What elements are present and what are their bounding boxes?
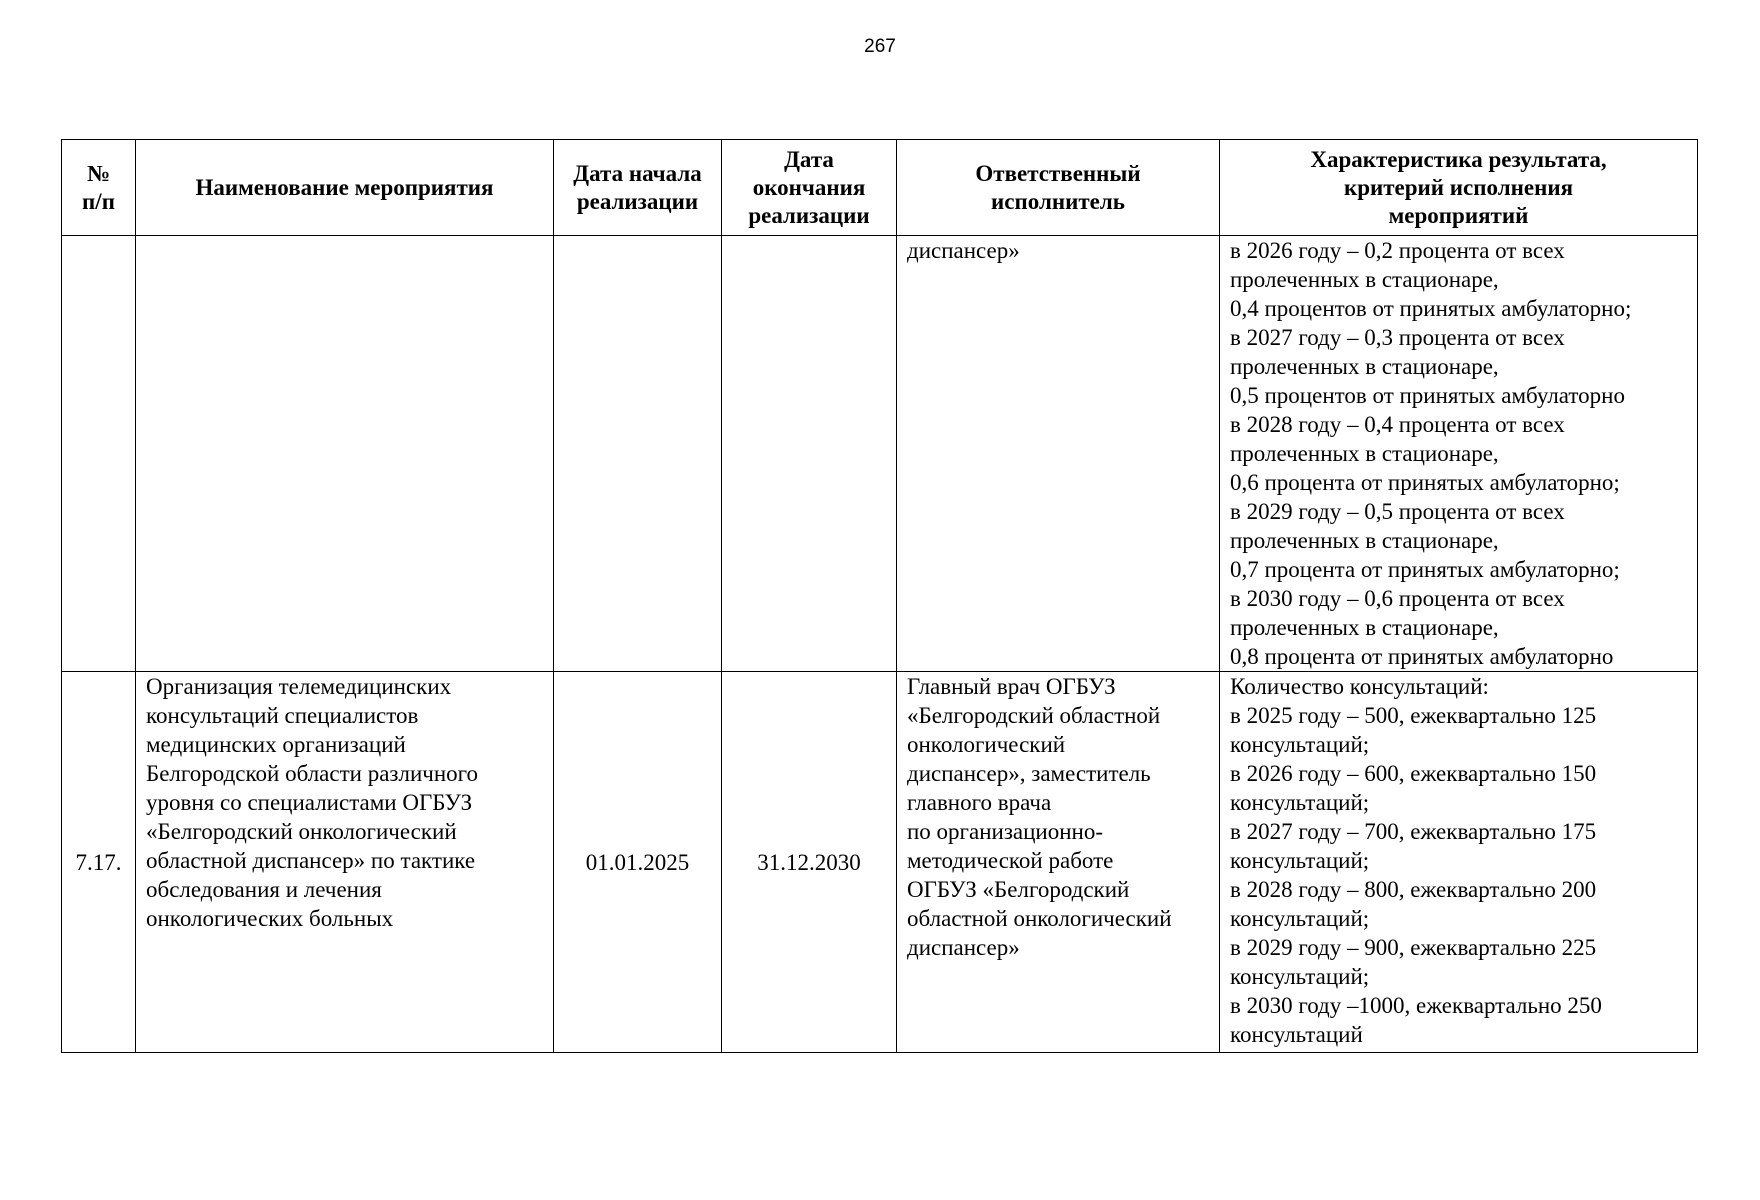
text-line: 0,5 процентов от принятых амбулаторно (1230, 383, 1625, 408)
text-line: уровня со специалистами ОГБУЗ (146, 790, 473, 815)
text-line: «Белгородский областной (907, 703, 1161, 728)
text-line: в 2030 году –1000, ежеквартально 250 (1230, 993, 1602, 1018)
text-line: по организационно- (907, 819, 1104, 844)
text-line: в 2030 году – 0,6 процента от всех (1230, 586, 1565, 611)
text-line: консультаций; (1230, 790, 1370, 815)
cell-responsible (897, 672, 1220, 1053)
text-line: диспансер» (907, 238, 1020, 263)
cell-end-date: 31.12.2030 (722, 672, 897, 1053)
text-line: пролеченных в стационаре, (1230, 267, 1499, 292)
text-line: пролеченных в стационаре, (1230, 528, 1499, 553)
text-line: в 2028 году – 0,4 процента от всех (1230, 412, 1565, 437)
text-line: консультаций специалистов (146, 703, 419, 728)
text-line: онкологических больных (146, 906, 394, 931)
page-number: 267 (864, 36, 896, 57)
text-line: пролеченных в стационаре, (1230, 615, 1499, 640)
text-line: в 2029 году – 900, ежеквартально 225 (1230, 935, 1597, 960)
text-line: п/п (82, 188, 115, 214)
text-line: онкологический (907, 732, 1066, 757)
text-line: Характеристика результата, (1310, 146, 1607, 172)
text-line: консультаций; (1230, 906, 1370, 931)
text-line: консультаций (1230, 1022, 1363, 1047)
text-line: в 2027 году – 700, ежеквартально 175 (1230, 819, 1597, 844)
text-line: в 2027 году – 0,3 процента от всех (1230, 325, 1565, 350)
text-line: в 2026 году – 0,2 процента от всех (1230, 238, 1565, 263)
events-table (61, 139, 1698, 1053)
table-header-row (62, 140, 1698, 236)
text-line: Наименование мероприятия (195, 174, 494, 200)
text-line: 0,6 процента от принятых амбулаторно; (1230, 470, 1620, 495)
text-line: Белгородской области различного (146, 761, 479, 786)
text-line: диспансер», заместитель (907, 761, 1151, 786)
text-line: консультаций; (1230, 964, 1370, 989)
text-line: реализации (576, 188, 699, 214)
text-line: мероприятий (1388, 202, 1529, 228)
text-line: 0,8 процента от принятых амбулаторно (1230, 644, 1614, 669)
text-line: диспансер» (907, 935, 1020, 960)
text-line: пролеченных в стационаре, (1230, 441, 1499, 466)
text-line: пролеченных в стационаре, (1230, 354, 1499, 379)
text-line: в 2029 году – 0,5 процента от всех (1230, 499, 1565, 524)
text-line: Организация телемедицинских (146, 674, 452, 699)
cell-start-date (554, 236, 722, 672)
header-name (136, 140, 554, 236)
cell-result (1220, 672, 1698, 1053)
text-line: окончания (752, 174, 866, 200)
text-line: консультаций; (1230, 732, 1370, 757)
text-line: «Белгородский онкологический (146, 819, 457, 844)
text-line: консультаций; (1230, 848, 1370, 873)
cell-num: 7.17. (62, 672, 136, 1053)
text-line: Количество консультаций: (1230, 674, 1489, 699)
text-line: областной онкологический (907, 906, 1172, 931)
text-line: обследования и лечения (146, 877, 382, 902)
header-num (62, 140, 136, 236)
table-row (62, 236, 1698, 672)
text-line: ОГБУЗ «Белгородский (907, 877, 1130, 902)
table-row (62, 672, 1698, 1053)
cell-end-date (722, 236, 897, 672)
text-line: критерий исполнения (1343, 174, 1574, 200)
text-line: областной диспансер» по тактике (146, 848, 476, 873)
text-line: медицинских организаций (146, 732, 406, 757)
text-line: Дата начала (573, 160, 702, 186)
text-line: в 2026 году – 600, ежеквартально 150 (1230, 761, 1597, 786)
text-line: № (86, 160, 111, 186)
cell-responsible (897, 236, 1220, 672)
text-line: Главный врач ОГБУЗ (907, 674, 1116, 699)
text-line: в 2025 году – 500, ежеквартально 125 (1230, 703, 1597, 728)
text-line: Дата (784, 146, 834, 172)
text-line: методической работе (907, 848, 1114, 873)
cell-result (1220, 236, 1698, 672)
header-start-date (554, 140, 722, 236)
text-line: в 2028 году – 800, ежеквартально 200 (1230, 877, 1597, 902)
header-end-date (722, 140, 897, 236)
text-line: исполнитель (991, 188, 1125, 214)
text-line: 0,7 процента от принятых амбулаторно; (1230, 557, 1620, 582)
cell-name (136, 672, 554, 1053)
text-line: главного врача (907, 790, 1052, 815)
header-responsible (897, 140, 1220, 236)
header-result (1220, 140, 1698, 236)
text-line: 0,4 процентов от принятых амбулаторно; (1230, 296, 1632, 321)
text-line: реализации (748, 202, 870, 228)
cell-name (136, 236, 554, 672)
text-line: Ответственный (975, 160, 1141, 186)
cell-start-date: 01.01.2025 (554, 672, 722, 1053)
cell-num (62, 236, 136, 672)
